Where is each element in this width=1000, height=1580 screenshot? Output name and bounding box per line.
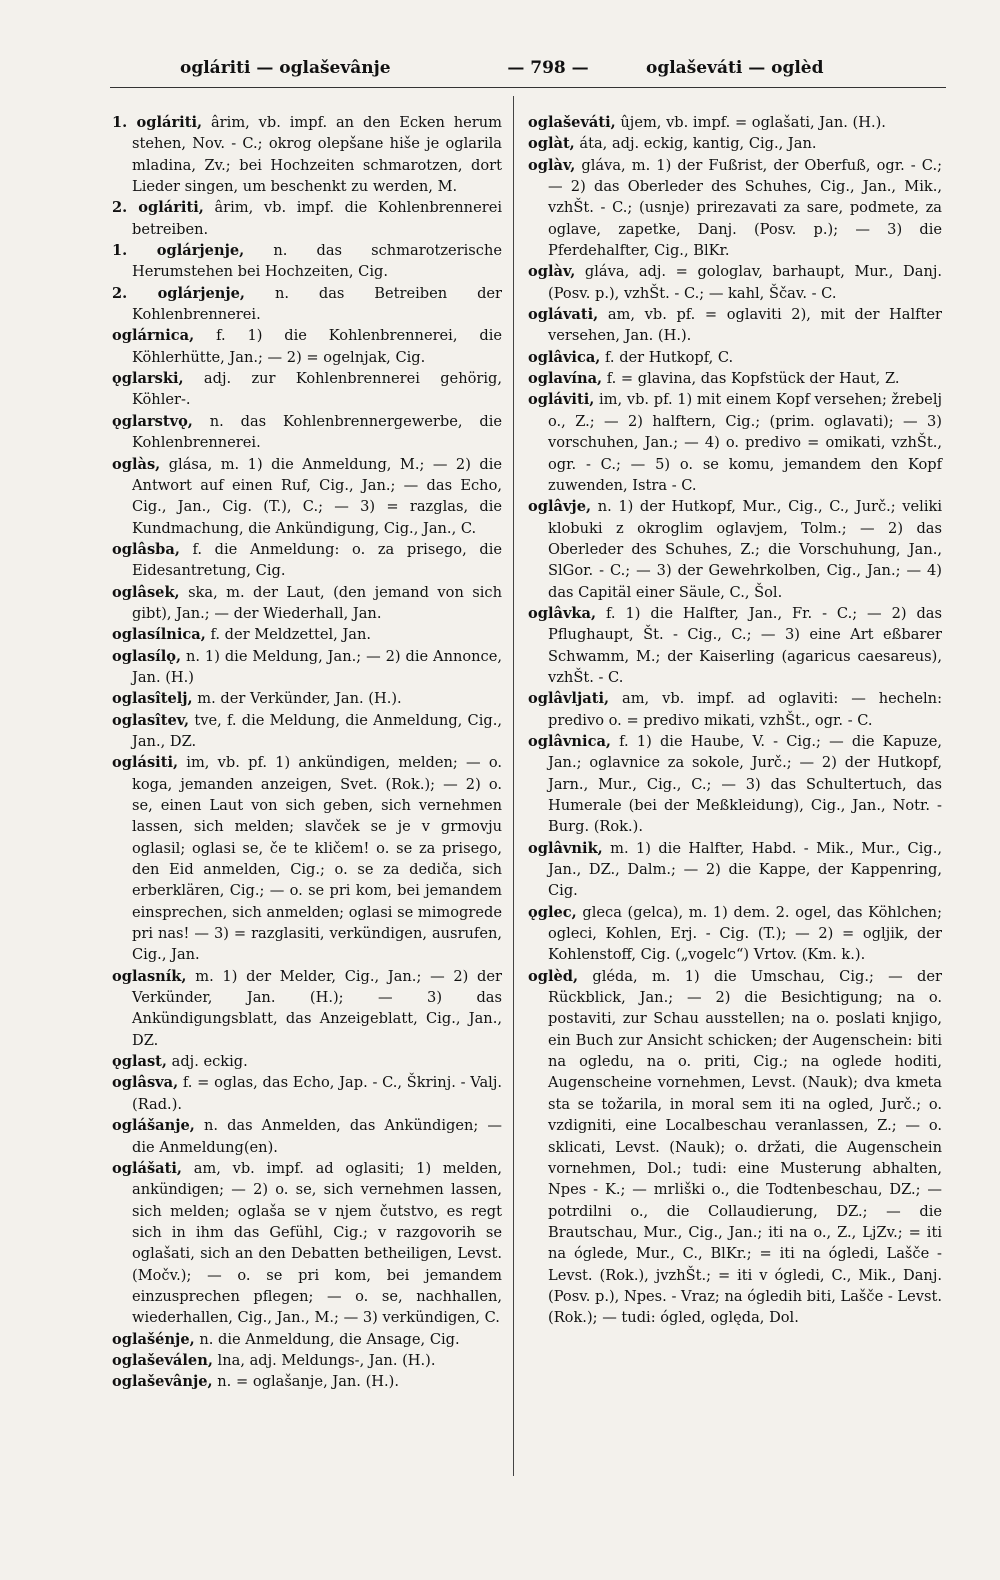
entry-definition: áta, adj. eckig, kantig, Cig., Jan. (579, 135, 817, 153)
entry-headword: oglâsek, (112, 583, 180, 601)
entry-headword: ǫglast, (112, 1053, 167, 1071)
entry-headword: oglasîtelj, (112, 690, 193, 708)
entry-definition: adj. zur Kohlenbrennerei gehörig, Köhler-. (132, 370, 503, 409)
entry-headword: oglasîtev, (112, 711, 190, 729)
entry-definition: gléda, m. 1) die Umschau, Cig.; — der Rückblick, Jan.; — 2) die Besichtigung; na o. postaviti, zur Schau ausstellen; na o. poslati knjigo, ein Buch zur Ansicht schicken; der Augenschein: biti na ogledu, na o. priti, Cig.; na oglede hoditi, Augenscheine vornehmen, Levst. (Nauk); dva kmeta sta se tožarila, in moral sem iti na ogled, Jurč.; o. vzdigniti, eine Localbeschau veranlassen, Z.; — o. sklicati, Levst. (Nauk); o. držati, die Augenschein vornehmen, Dol.; tudi: eine Musterung abhalten, Npes - K.; — mrliški o., die Todtenbeschau, DZ.; — potrdilni o., die Collaudierung, DZ.; — die Brautschau, Mur., Cig., Jan.; iti na o., Z., LjZv.; = iti na óglede, Mur., C., BlKr.; = iti na ógledi, Lašče - Levst. (Rok.), jvzhŠt.; = iti v ógledi, C., Mik., Danj. (Posv. p.), Npes. - Vraz; na ógledih biti, Lašče - Levst. (Rok.); — tudi: ógled, oględa, Dol. (548, 967, 943, 1327)
entry-definition: f. = oglas, das Echo, Jap. - C., Škrinj. - Valj. (Rad.). (132, 1074, 502, 1113)
entry-headword: oglàs, (112, 455, 161, 473)
entry-headword: 1. oglárjenje, (112, 242, 245, 260)
entry-headword: oglášati, (112, 1159, 182, 1177)
entry-definition: f. = glavina, das Kopfstück der Haut, Z. (606, 370, 900, 388)
header-right-guide-words: oglaševáti — oglèd (646, 58, 824, 78)
page-header (110, 58, 940, 88)
entry-headword: oglàv, (528, 263, 576, 281)
entry-definition: n. das Kohlenbrennergewerbe, die Kohlenbrennerei. (132, 412, 502, 452)
entry-headword: oglâvnica, (528, 732, 611, 750)
entry-definition: f. die Anmeldung: o. za prisego, die Eidesantretung, Cig. (132, 540, 502, 580)
dictionary-entry (528, 347, 942, 368)
entry-definition: m. der Verkünder, Jan. (H.). (197, 690, 402, 708)
entry-headword: oglàv, (528, 156, 576, 174)
dictionary-entry (112, 1158, 502, 1329)
entry-headword: oglávati, (528, 306, 599, 324)
entry-definition: im, vb. pf. 1) mit einem Kopf versehen; žrebelj o., Z.; — 2) halftern, Cig.; (prim. oglavati); — 3) vorschuhen, Jan.; — 4) o. predivo = omikati, vzhŠt., ogr. - C.; — 5) o. se komu, jemandem den Kopf zuwenden, Istra - C. (548, 391, 943, 494)
dictionary-entry (528, 133, 942, 154)
entry-headword: 2. oglárjenje, (112, 284, 246, 302)
entry-headword: oglâvljati, (528, 690, 610, 708)
entry-definition: n. 1) der Hutkopf, Mur., Cig., C., Jurč.; veliki klobuki z okroglim oglavjem, Tolm.; — 2) das Oberleder des Schuhes, Z.; die Vorschuhung, Jan., SlGor. - C.; — 3) der Gewehrkolben, Cig., Jan.; — 4) das Capitäl einer Säule, C., Šol. (548, 498, 942, 601)
dictionary-entry (112, 325, 502, 368)
dictionary-entry (528, 496, 942, 603)
dictionary-entry (112, 539, 502, 582)
entry-headword: oglaševânje, (112, 1373, 213, 1391)
entry-headword: ǫglarstvǫ, (112, 412, 193, 430)
entry-headword: oglasník, (112, 967, 187, 985)
dictionary-entry (112, 582, 502, 625)
entry-definition: m. 1) der Melder, Cig., Jan.; — 2) der Verkünder, Jan. (H.); — 3) das Ankündigungsblatt, das Anzeigeblatt, Cig., Jan., DZ. (132, 967, 503, 1049)
entry-definition: glása, m. 1) die Anmeldung, M.; — 2) die Antwort auf einen Ruf, Cig., Jan.; — das Echo, Cig., Jan., Cig. (T.), C.; — 3) = razglas, die Kundmachung, die Ankündigung, Cig., Jan., C. (132, 455, 503, 537)
right-column (528, 112, 942, 1329)
page-number: — 798 — (507, 58, 589, 78)
column-divider (513, 96, 514, 1476)
entry-definition: am, vb. impf. ad oglaviti: — hecheln: predivo o. = predivo mikati, vzhŠt., ogr. - C. (548, 690, 943, 729)
entry-headword: oglâvnik, (528, 839, 603, 857)
entry-headword: oglárnica, (112, 327, 195, 345)
dictionary-entry (528, 112, 942, 133)
dictionary-entry (528, 389, 942, 496)
entry-headword: oglasílǫ, (112, 647, 182, 665)
entry-definition: am, vb. impf. ad oglasiti; 1) melden, ankündigen; — 2) o. se, sich vernehmen lassen, sich melden; oglaša se v njem čutstvo, es regt sich in ihm das Gefühl, Cig.; v razgovorih se oglašati, sich an den Debatten betheiligen, Levst. (Močv.); — o. se pri kom, bei jemandem einzusprechen pflegen; — o. se, nachhallen, wiederhallen, Cig., Jan., M.; — 3) verkündigen, C. (132, 1159, 503, 1327)
entry-definition: gláva, m. 1) der Fußrist, der Oberfuß, ogr. - C.; — 2) das Oberleder des Schuhes, Cig., Jan., Mik., vzhŠt. - C.; (usnje) prirezavati za sare, podmete, za oglave, zapetke, Danj. (Posv. p.); — 3) die Pferdehalfter, Cig., BlKr. (548, 156, 942, 260)
entry-headword: ǫglec, (528, 903, 577, 921)
dictionary-entry (112, 624, 502, 645)
dictionary-entry (528, 155, 942, 262)
dictionary-entry (112, 1072, 502, 1115)
dictionary-entry (112, 646, 502, 689)
dictionary-entry (112, 454, 502, 539)
entry-definition: n. = oglašanje, Jan. (H.). (217, 1373, 399, 1391)
entry-definition: f. 1) die Haube, V. - Cig.; — die Kapuze, Jan.; oglavnice za sokole, Jurč.; — 2) der Hutkopf, Jarn., Mur., Cig., C.; — 3) das Schultertuch, das Humerale (bei der Meßkleidung), Cig., Jan., Notr. - Burg. (Rok.). (548, 732, 942, 836)
entry-headword: oglâsva, (112, 1074, 179, 1092)
entry-headword: oglaševálen, (112, 1351, 213, 1369)
entry-definition: gleca (gelca), m. 1) dem. 2. ogel, das Köhlchen; oglеci, Kohlen, Erj. - Cig. (T.); — 2) = ogljik, der Kohlenstoff, Cig. („vogelc“) Vrtov. (Km. k.). (548, 903, 942, 964)
entry-definition: ska, m. der Laut, (den jemand von sich gibt), Jan.; — der Wiederhall, Jan. (132, 583, 503, 622)
entry-definition: n. die Anmeldung, die Ansage, Cig. (199, 1330, 460, 1348)
dictionary-entry (528, 838, 942, 902)
entry-definition: ârim, vb. impf. die Kohlenbrennerei betreiben. (132, 199, 502, 238)
entry-headword: oglâvica, (528, 348, 601, 366)
dictionary-entry (112, 112, 502, 197)
entry-headword: oglàt, (528, 135, 575, 153)
dictionary-entry (112, 752, 502, 965)
entry-headword: oglášanje, (112, 1117, 195, 1135)
entry-headword: oglâvje, (528, 498, 592, 516)
dictionary-entry (112, 1051, 502, 1072)
dictionary-entry (112, 1115, 502, 1158)
header-left-guide-words: ogláriti — oglaševânje (180, 58, 391, 78)
entry-definition: tve, f. die Meldung, die Anmeldung, Cig., Jan., DZ. (132, 711, 503, 750)
dictionary-entry (528, 261, 942, 304)
entry-headword: oglasílnica, (112, 626, 206, 644)
dictionary-entry (528, 368, 942, 389)
dictionary-entry (112, 1371, 502, 1392)
entry-definition: im, vb. pf. 1) ankündigen, melden; — o. koga, jemanden anzeigen, Svet. (Rok.); — 2) o. se, einen Laut von sich geben, sich vernehmen lassen, sich melden; slavček se je v grmovju oglasil; oglasi se, če te kličem! o. se za prisego, den Eid anmelden, Cig.; o. se za dediča, sich erberklären, Cig.; — o. se pri kom, bei jemandem einsprechen, sich anmelden; oglasi se mimogrede pri nas! — 3) = razglasiti, verkündigen, ausrufen, Cig., Jan. (132, 754, 502, 964)
entry-definition: gláva, adj. = gologlav, barhaupt, Mur., Danj. (Posv. p.), vzhŠt. - C.; — kahl, Ščav. - C. (548, 263, 943, 302)
dictionary-entry (112, 411, 502, 454)
entry-definition: n. das Betreiben der Kohlenbrennerei. (132, 284, 503, 324)
dictionary-entry (112, 688, 502, 709)
dictionary-entry (528, 902, 942, 966)
dictionary-entry (112, 197, 502, 240)
entry-definition: f. 1) die Halfter, Jan., Fr. - C.; — 2) das Pflughaupt, Št. - Cig., C.; — 3) eine Art eßbarer Schwamm, M.; der Kaiserling (agaricus caesareus), vzhŠt. - C. (548, 604, 943, 686)
entry-definition: f. der Meldzettel, Jan. (210, 626, 372, 644)
entry-definition: f. 1) die Kohlenbrennerei, die Köhlerhütte, Jan.; — 2) = ogelnjak, Cig. (132, 327, 502, 366)
dictionary-entry (112, 1329, 502, 1350)
entry-definition: am, vb. pf. = oglaviti 2), mit der Halfter versehen, Jan. (H.). (548, 306, 943, 345)
entry-headword: oglèd, (528, 967, 579, 985)
entry-definition: n. das schmarotzerische Herumstehen bei Hochzeiten, Cig. (132, 242, 503, 281)
entry-headword: oglásiti, (112, 754, 179, 772)
entry-definition: ûjem, vb. impf. = oglašati, Jan. (H.). (620, 114, 886, 131)
entry-headword: oglavína, (528, 370, 603, 388)
dictionary-entry (528, 966, 942, 1329)
dictionary-entry (112, 1350, 502, 1371)
entry-definition: m. 1) die Halfter, Habd. - Mik., Mur., Cig., Jan., DZ., Dalm.; — 2) die Kappe, der Kappenring, Cig. (548, 839, 942, 900)
entry-definition: f. der Hutkopf, C. (605, 348, 734, 366)
dictionary-entry (112, 966, 502, 1051)
dictionary-entry (528, 603, 942, 688)
entry-headword: oglâsba, (112, 540, 180, 558)
dictionary-entry (112, 283, 502, 326)
entry-headword: 1. ogláriti, (112, 114, 203, 131)
dictionary-entry (528, 731, 942, 838)
entry-definition: adj. eckig. (171, 1053, 248, 1071)
dictionary-entry (112, 368, 502, 411)
entry-definition: n. das Anmelden, das Ankündigen; — die Anmeldung(en). (132, 1117, 502, 1156)
entry-headword: oglašénje, (112, 1330, 195, 1348)
left-column (112, 112, 502, 1393)
entry-definition: ârim, vb. impf. an den Ecken herum stehen, Nov. - C.; okrog olepšane hiše je oglarila mladina, Zv.; bei Hochzeiten schmarotzen, dort Lieder singen, um beschenkt zu werden, M. (132, 114, 503, 196)
entry-headword: 2. ogláriti, (112, 199, 204, 217)
entry-headword: ǫglarski, (112, 370, 184, 388)
entry-headword: oglâvka, (528, 604, 597, 622)
entry-definition: n. 1) die Meldung, Jan.; — 2) die Annonce, Jan. (H.) (132, 647, 503, 686)
dictionary-entry (112, 710, 502, 753)
dictionary-entry (528, 688, 942, 731)
entry-headword: oglaševáti, (528, 114, 616, 131)
entry-definition: lna, adj. Meldungs-, Jan. (H.). (217, 1351, 436, 1369)
entry-headword: ogláviti, (528, 391, 595, 409)
header-rule (110, 87, 946, 88)
dictionary-entry (112, 240, 502, 283)
dictionary-entry (528, 304, 942, 347)
